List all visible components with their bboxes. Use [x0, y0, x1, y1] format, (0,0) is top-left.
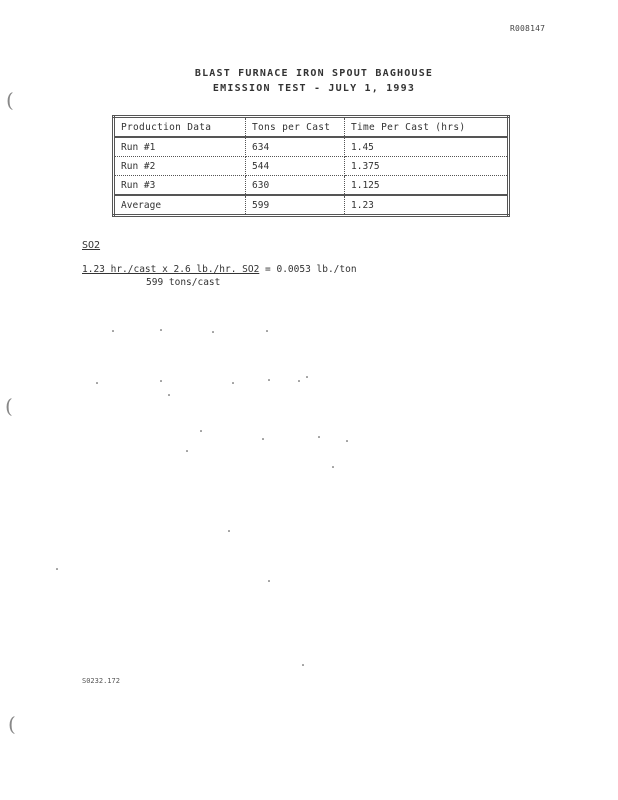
scan-speck [200, 430, 202, 432]
average-row [114, 195, 509, 216]
scan-speck [212, 331, 214, 333]
average-time: 1.23 [345, 195, 509, 216]
scan-speck [302, 664, 304, 666]
scan-speck [298, 380, 300, 382]
binder-mark: ( [5, 394, 13, 418]
run-label: Run #1 [114, 137, 246, 157]
document-title [0, 66, 618, 96]
tons-value: 544 [246, 157, 345, 176]
scan-speck [160, 380, 162, 382]
scan-speck [262, 438, 264, 440]
title-line-2: EMISSION TEST - JULY 1, 1993 [212, 83, 416, 94]
scan-speck [306, 376, 308, 378]
tons-value: 634 [246, 137, 345, 157]
calc-numerator: 1.23 hr./cast x 2.6 lb./hr. SO2 [82, 264, 260, 275]
scan-speck [266, 330, 268, 332]
tons-value: 630 [246, 176, 345, 196]
scan-speck [112, 330, 114, 332]
footer-code: S0232.172 [82, 677, 120, 685]
time-value: 1.375 [345, 157, 509, 176]
calc-denominator: 599 tons/cast [146, 277, 221, 288]
scan-speck [318, 436, 320, 438]
scan-speck [332, 466, 334, 468]
emission-calculation [82, 264, 357, 275]
table-header-row [114, 117, 509, 138]
production-data-table [112, 115, 510, 217]
header-production-data: Production Data [114, 117, 246, 138]
time-value: 1.45 [345, 137, 509, 157]
scan-speck [232, 382, 234, 384]
binder-mark: ( [8, 712, 16, 736]
average-label: Average [114, 195, 246, 216]
scan-speck [228, 530, 230, 532]
header-time-per-cast: Time Per Cast (hrs) [345, 117, 509, 138]
scan-speck [96, 382, 98, 384]
binder-mark: ( [6, 88, 14, 112]
calc-result: = 0.0053 lb./ton [265, 264, 357, 275]
table-row [114, 137, 509, 157]
header-tons-per-cast: Tons per Cast [246, 117, 345, 138]
table-row [114, 176, 509, 196]
scan-speck [168, 394, 170, 396]
scan-speck [186, 450, 188, 452]
scan-speck [268, 580, 270, 582]
scan-speck [346, 440, 348, 442]
time-value: 1.125 [345, 176, 509, 196]
average-tons: 599 [246, 195, 345, 216]
table-row [114, 157, 509, 176]
scan-speck [268, 379, 270, 381]
scan-speck [160, 329, 162, 331]
scan-speck [56, 568, 58, 570]
pollutant-label: SO2 [82, 240, 101, 251]
title-line-1: BLAST FURNACE IRON SPOUT BAGHOUSE [194, 68, 434, 79]
run-label: Run #2 [114, 157, 246, 176]
document-number: R008147 [510, 24, 546, 33]
run-label: Run #3 [114, 176, 246, 196]
